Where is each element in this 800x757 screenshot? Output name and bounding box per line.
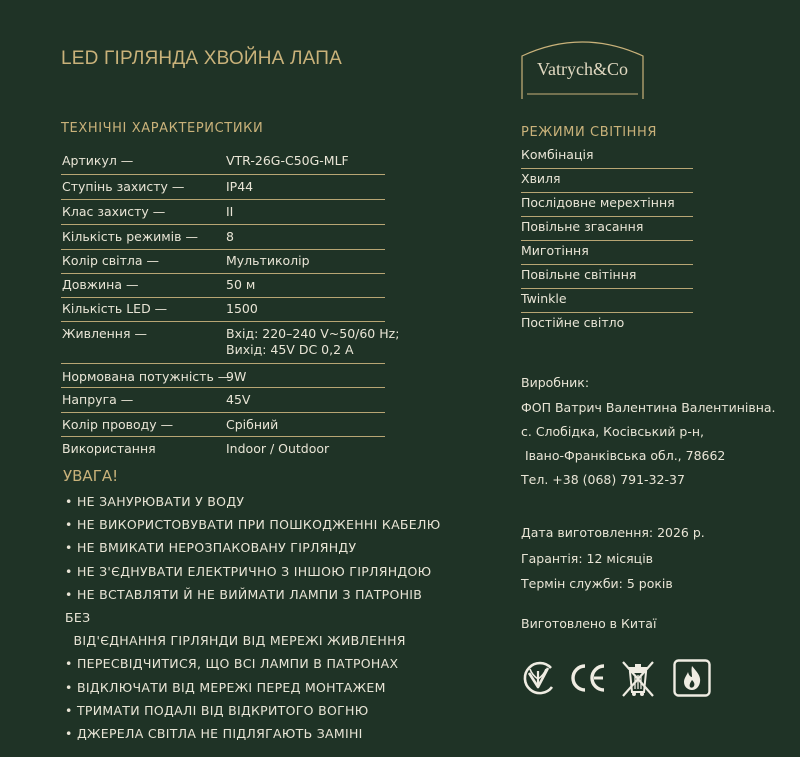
spec-key: Клас захисту —: [62, 204, 166, 219]
brand-logo: [521, 40, 644, 100]
mode-item: Комбінація: [521, 145, 693, 169]
certification-icons: [521, 659, 711, 701]
spec-value: 45V: [226, 392, 251, 407]
warning-item: • НЕ З'ЄДНУВАТИ ЕЛЕКТРИЧНО З ІНШОЮ ГІРЛЯНДОЮ: [65, 563, 432, 579]
spec-key: Довжина —: [62, 277, 139, 292]
mode-item: Послідовне мерехтіння: [521, 193, 693, 217]
mode-item: Хвиля: [521, 169, 693, 193]
manufacturer-phone: Тел. +38 (068) 791-32-37: [521, 472, 685, 487]
warning-item: • НЕ ВСТАВЛЯТИ Й НЕ ВИЙМАТИ ЛАМПИ З ПАТРОНІВ БЕЗ: [65, 586, 423, 626]
specs-heading: ТЕХНІЧНІ ХАРАКТЕРИСТИКИ: [61, 121, 264, 136]
warning-item: • ВІДКЛЮЧАТИ ВІД МЕРЕЖІ ПЕРЕД МОНТАЖЕМ: [65, 679, 386, 695]
spec-value: II: [226, 204, 234, 219]
warning-item: • ТРИМАТИ ПОДАЛІ ВІД ВІДКРИТОГО ВОГНЮ: [65, 702, 369, 718]
manufacturer-address-line1: с. Слобідка, Косівський р-н,: [521, 424, 705, 439]
spec-value: 9W: [226, 369, 247, 384]
mode-item: Повільне згасання: [521, 217, 693, 241]
spec-row-protection-degree: [61, 175, 385, 200]
spec-key: Колір проводу —: [62, 417, 174, 432]
spec-value: 1500: [226, 301, 258, 316]
spec-key: Живлення —: [62, 326, 147, 341]
warning-item: • НЕ ВМИКАТИ НЕРОЗПАКОВАНУ ГІРЛЯНДУ: [65, 540, 357, 556]
spec-key: Кількість LED —: [62, 301, 168, 316]
spec-row-protection-class: [61, 200, 385, 225]
spec-row-usage: [61, 437, 385, 459]
warning-item: ВІД'ЄДНАННЯ ГІРЛЯНДИ ВІД МЕРЕЖІ ЖИВЛЕННЯ: [65, 633, 406, 649]
spec-value: 8: [226, 229, 234, 244]
warranty: Гарантія: 12 місяців: [521, 551, 654, 566]
lifetime: Термін служби: 5 років: [521, 576, 673, 591]
spec-value: IP44: [226, 179, 254, 194]
logo-text: Vatrych&Co: [537, 59, 628, 79]
warning-item: • НЕ ВИКОРИСТОВУВАТИ ПРИ ПОШКОДЖЕННІ КАБЕЛЮ: [65, 517, 441, 533]
spec-key: Використання: [62, 441, 156, 456]
spec-value: Срібний: [226, 417, 279, 432]
spec-value: 50 м: [226, 277, 256, 292]
spec-row-power-supply: [61, 322, 400, 364]
origin-country: Виготовлено в Китаї: [521, 616, 657, 631]
manufacturer-address-line2: Івано-Франківська обл., 78662: [521, 448, 726, 463]
manufacturer-label: Виробник:: [521, 375, 590, 390]
spec-row-voltage: [61, 388, 385, 413]
spec-row-light-color: [61, 250, 385, 274]
spec-key: Ступінь захисту —: [62, 179, 185, 194]
spec-row-led-count: [61, 298, 385, 322]
spec-value: Мультиколір: [226, 253, 310, 268]
spec-value: VTR-26G-C50G-MLF: [226, 153, 349, 168]
warning-heading: УВАГА!: [63, 467, 119, 485]
mode-item: Twinkle: [521, 289, 693, 313]
spec-row-length: [61, 274, 385, 298]
ce-mark-icon: [567, 659, 607, 697]
page-title: LED ГІРЛЯНДА ХВОЙНА ЛАПА: [61, 48, 343, 69]
spec-value: Indoor / Outdoor: [226, 441, 330, 456]
spec-row-modes-count: [61, 225, 385, 250]
spec-row-wire-color: [61, 413, 385, 437]
warning-item: • НЕ ЗАНУРЮВАТИ У ВОДУ: [65, 494, 245, 509]
spec-value: Вхід: 220–240 V~50/60 Hz;: [226, 326, 400, 341]
spec-row-article: [61, 150, 385, 175]
modes-heading: РЕЖИМИ СВІТІННЯ: [521, 125, 658, 140]
mode-item: Постійне світло: [521, 315, 625, 330]
weee-bin-icon: [620, 659, 656, 699]
modes-list: [521, 145, 693, 337]
spec-key: Напруга —: [62, 392, 134, 407]
flammable-icon: [673, 659, 711, 697]
manufacturer-name: ФОП Ватрич Валентина Валентинівна.: [521, 400, 776, 415]
ua-conformity-icon: [521, 659, 557, 697]
spec-value-secondary: Вихід: 45V DC 0,2 A: [226, 342, 354, 357]
spec-key: Нормована потужність —: [62, 369, 231, 384]
spec-key: Колір світла —: [62, 253, 160, 268]
mode-item: Повільне світіння: [521, 265, 693, 289]
warning-item: • ПЕРЕСВІДЧИТИСЯ, ЩО ВСІ ЛАМПИ В ПАТРОНАХ: [65, 656, 399, 672]
spec-key: Артикул —: [62, 153, 134, 168]
spec-row-rated-power: [61, 364, 385, 388]
warning-item: • ДЖЕРЕЛА СВІТЛА НЕ ПІДЛЯГАЮТЬ ЗАМІНІ: [65, 726, 363, 742]
mode-item: Миготіння: [521, 241, 693, 265]
warning-list: [65, 490, 445, 745]
specs-table: [61, 150, 400, 459]
production-date: Дата виготовлення: 2026 р.: [521, 525, 705, 540]
spec-key: Кількість режимів —: [62, 229, 198, 244]
